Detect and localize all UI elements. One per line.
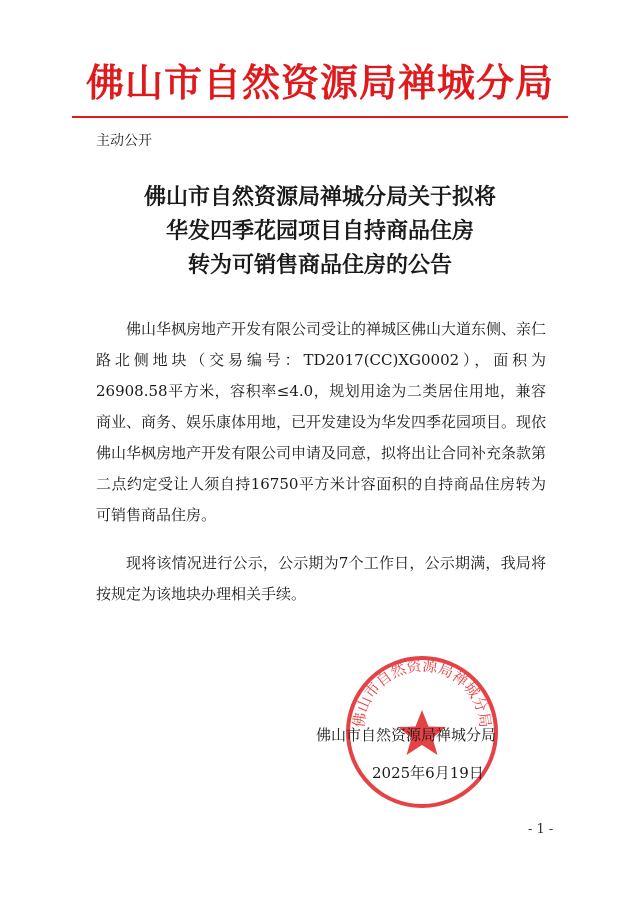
letterhead-title: 佛山市自然资源局禅城分局	[85, 60, 554, 105]
body-paragraph: 佛山华枫房地产开发有限公司受让的禅城区佛山大道东侧、亲仁路北侧地块（交易编号：TD2017(CC)XG0002），面积为26908.58平方米，容积率≤4.0，规划用途为二类居住用地，兼容商业、商务、娱乐康体用地，已开发建设为华发四季花园项目。现依佛山华枫房地产开发有限公司申请及同意，拟将出让合同补充条款第二点约定受让人须自持16750平方米计容面积的自持商品住房转为可销售商品住房。	[96, 320, 547, 524]
disclosure-label: 主动公开	[96, 133, 152, 149]
letterhead-red-rule	[72, 116, 568, 118]
page-number: - 1 -	[528, 822, 554, 837]
body-paragraph: 现将该情况进行公示，公示期为7个工作日，公示期满，我局将按规定为该地块办理相关手续。	[96, 554, 546, 603]
notice-body	[96, 314, 546, 610]
document-title-line: 佛山市自然资源局禅城分局关于拟将	[143, 184, 496, 210]
document-title-line: 转为可销售商品住房的公告	[187, 252, 452, 278]
signature-date: 2025年6月19日	[372, 764, 484, 782]
document-title-line: 华发四季花园项目自持商品住房	[165, 218, 474, 244]
signature-org: 佛山市自然资源局禅城分局	[316, 726, 497, 744]
seal-text: 佛山市自然资源局禅城分局	[349, 656, 495, 729]
document-title	[0, 180, 640, 282]
